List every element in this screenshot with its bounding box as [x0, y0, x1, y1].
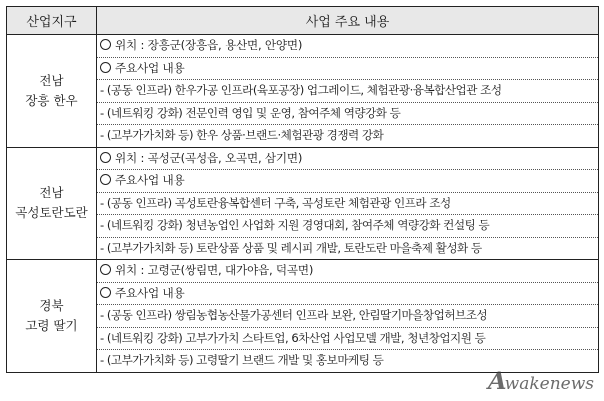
region-province: 경북: [39, 297, 64, 313]
region-name: 곡성토란도란: [15, 205, 88, 221]
detail-item: - (고부가가치화 등) 고령딸기 브랜드 개발 및 홍보마케팅 등: [100, 353, 384, 367]
detail-item: - (네트워킹 강화) 청년농업인 사업화 지원 경영대회, 참여주체 역량강화 컨설팅 등: [97, 215, 598, 238]
table-header-row: [7, 7, 599, 35]
location-line: [97, 35, 598, 58]
table-row: [7, 147, 599, 260]
table-row: [7, 35, 599, 148]
main-business-text: 주요사업 내용: [115, 60, 185, 75]
watermark-logo: [484, 366, 594, 395]
watermark-mark: A: [484, 366, 510, 395]
table-row: [7, 260, 599, 373]
region-cell: [7, 260, 97, 373]
detail-item: - (공동 인프라) 곡성토란융복합센터 구축, 곡성토란 체험관광 인프라 조성: [97, 193, 598, 216]
region-province: 전남: [39, 185, 64, 201]
detail-item: - (공동 인프라) 한우가공 인프라(육포공장) 업그레이드, 체험관광·융복합산업관 조성: [97, 80, 598, 103]
main-business-title: [97, 170, 598, 193]
circle-bullet-icon: [100, 174, 111, 185]
location-text: 위치 : 장흥군(장흥읍, 용산면, 안양면): [115, 38, 303, 52]
main-business-title: [97, 58, 598, 81]
region-province: 전남: [39, 72, 64, 88]
main-business-title: [97, 283, 598, 306]
circle-bullet-icon: [100, 39, 111, 50]
region-cell: [7, 35, 97, 148]
main-business-text: 주요사업 내용: [115, 173, 185, 187]
location-text: 위치 : 곡성군(곡성읍, 오곡면, 삼기면): [115, 150, 303, 165]
detail-item: - (고부가가치화 등) 토란상품 상품 및 레시피 개발, 토란도란 마을축제 활성화 등: [100, 240, 482, 255]
content-cell: [97, 260, 599, 373]
circle-bullet-icon: [100, 287, 111, 298]
detail-item: - (네트워킹 강화) 전문인력 영입 및 운영, 참여주체 역량강화 등: [97, 103, 598, 126]
location-line: [97, 148, 598, 171]
circle-bullet-icon: [100, 152, 111, 163]
header-main-content: 사업 주요 내용: [97, 7, 599, 35]
region-name: 장흥 한우: [25, 92, 78, 108]
content-cell: [97, 147, 599, 260]
detail-item: - (공동 인프라) 쌍림농협농산물가공센터 인프라 보완, 안림딸기마을창업허브조성: [97, 305, 598, 328]
detail-item: - (고부가가치화 등) 한우 상품·브랜드·체험관광 경쟁력 강화: [100, 128, 384, 142]
region-name: 고령 딸기: [25, 317, 78, 333]
location-text: 위치 : 고령군(쌍림면, 대가야읍, 덕곡면): [115, 263, 314, 277]
region-cell: [7, 147, 97, 260]
circle-bullet-icon: [100, 62, 111, 73]
location-line: [97, 260, 598, 283]
header-industrial-district: 산업지구: [7, 7, 97, 35]
main-business-text: 주요사업 내용: [115, 285, 185, 300]
detail-item: - (네트워킹 강화) 고부가가치 스타트업, 6차산업 사업모델 개발, 청년창업지원 등: [97, 328, 598, 351]
circle-bullet-icon: [100, 264, 111, 275]
project-table: [6, 6, 599, 373]
content-cell: [97, 35, 599, 148]
watermark-text: wakenews: [504, 374, 594, 394]
